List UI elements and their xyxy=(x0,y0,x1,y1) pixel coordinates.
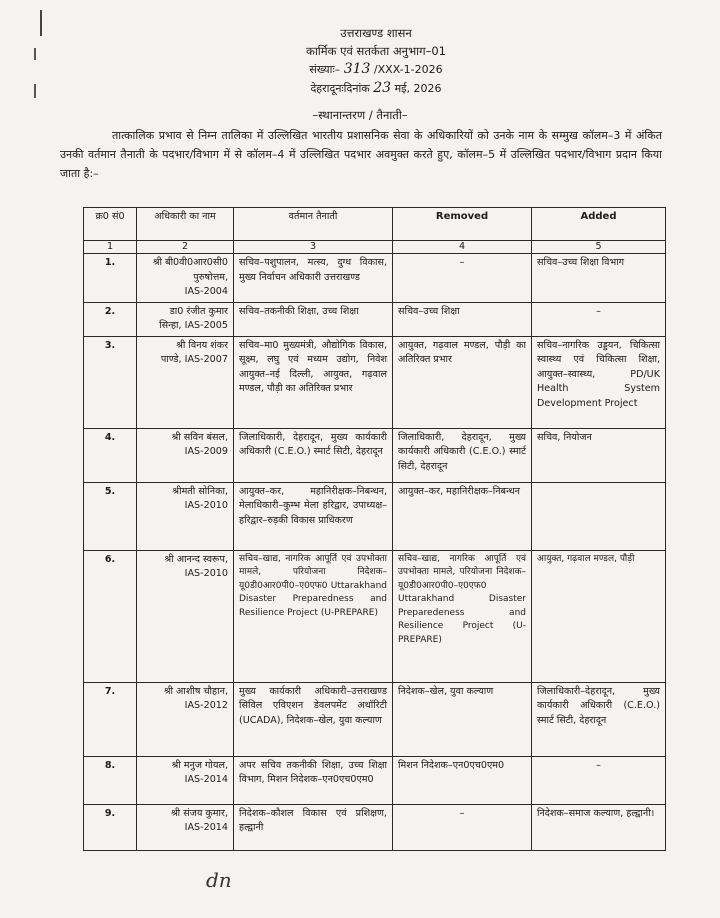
serial-number: 7. xyxy=(84,682,137,756)
table-row xyxy=(84,336,666,428)
serial-number: 6. xyxy=(84,550,137,682)
added-charge: सचिव, नियोजन xyxy=(532,428,666,482)
officer-name xyxy=(137,428,234,482)
document-header xyxy=(276,24,476,98)
government-name: उत्तराखण्ड शासन xyxy=(340,26,412,40)
current-posting: निदेशक–कौशल विकास एवं प्रशिक्षण, हल्द्वानी xyxy=(234,804,393,850)
table-row xyxy=(84,756,666,804)
added-charge: निदेशक–समाज कल्याण, हल्द्वानी। xyxy=(532,804,666,850)
subject-line: –स्थानान्तरण / तैनाती– xyxy=(312,108,408,122)
removed-charge: निदेशक–खेल, युवा कल्याण xyxy=(393,682,532,756)
header-serial: क्र0 सं0 xyxy=(84,208,137,241)
column-number: 4 xyxy=(393,241,532,254)
order-date: देहरादूनःदिनांक 23 मई, 2026 xyxy=(310,80,442,96)
officer-name-line: डा0 रंजीत कुमार xyxy=(169,305,228,317)
header-officer-name: अधिकारी का नाम xyxy=(137,208,234,241)
table-row xyxy=(84,254,666,303)
header-added: Added xyxy=(532,208,666,241)
added-charge xyxy=(532,482,666,550)
officer-name-line: श्री विनय शंकर xyxy=(176,339,228,351)
officer-name xyxy=(137,804,234,850)
column-number: 2 xyxy=(137,241,234,254)
current-posting: सचिव–मा0 मुख्यमंत्री, औद्योगिक विकास, सूक्ष्म, लघु एवं मध्यम उद्योग, निवेश आयुक्त–नई दिल्ली, आयुक्त, गढ़वाल मण्डल, पौड़ी का अतिरिक्त प्रभार xyxy=(234,336,393,428)
removed-charge: आयुक्त–कर, महानिरीक्षक–निबन्धन xyxy=(393,482,532,550)
margin-mark xyxy=(34,48,42,60)
officer-name-line: श्री आनन्द स्वरूप, xyxy=(164,553,228,565)
officer-name-line: IAS-2014 xyxy=(184,774,228,785)
column-number: 1 xyxy=(84,241,137,254)
table-row xyxy=(84,550,666,682)
serial-number: 9. xyxy=(84,804,137,850)
officer-name-line: IAS-2009 xyxy=(184,446,228,457)
current-posting: मुख्य कार्यकारी अधिकारी–उत्तराखण्ड सिविल एविएशन डेवलपमेंट अथॉरिटी (UCADA), निदेशक–खेल, युवा कल्याण xyxy=(234,682,393,756)
officer-name-line: IAS-2014 xyxy=(184,822,228,833)
current-posting: सचिव–तकनीकी शिक्षा, उच्च शिक्षा xyxy=(234,302,393,336)
serial-number: 8. xyxy=(84,756,137,804)
removed-charge: सचिव–खाद्य, नागरिक आपूर्ति एवं उपभोक्ता मामले, परियोजना निदेशक–यू0डी0आर0पी0–ए0एफ0 Uttarakhand Disaster Preparedeness and Resilience Project (U-PREPARE) xyxy=(393,550,532,682)
officer-name-line: श्री बी0वी0आर0सी0 xyxy=(152,257,228,268)
current-posting: जिलाधिकारी, देहरादून, मुख्य कार्यकारी अधिकारी (C.E.O.) स्मार्ट सिटी, देहरादून xyxy=(234,428,393,482)
officer-name-line: पाण्डे, IAS-2007 xyxy=(160,354,228,365)
reference-number: संख्याः– 313 /XXX-1-2026 xyxy=(309,61,443,77)
added-charge: आयुक्त, गढ़वाल मण्डल, पौड़ी xyxy=(532,550,666,682)
officer-name xyxy=(137,482,234,550)
table-header-row xyxy=(84,208,666,241)
officer-name-line: सिन्हा, IAS-2005 xyxy=(159,320,228,331)
department-name: कार्मिक एवं सतर्कता अनुभाग–01 xyxy=(305,44,446,58)
current-posting: सचिव–खाद्य, नागरिक आपूर्ति एवं उपभोक्ता मामले, परियोजना निदेशक–यू0डी0आर0पी0–ए0एफ0 Uttarakhand Disaster Preparedness and Resilience Project (U-PREPARE) xyxy=(234,550,393,682)
table-row xyxy=(84,804,666,850)
officer-name xyxy=(137,756,234,804)
current-posting: आयुक्त–कर, महानिरीक्षक–निबन्धन, मेलाधिकारी–कुम्भ मेला हरिद्वार, उपाध्यक्ष–हरिद्वार–रुड़की विकास प्राधिकरण xyxy=(234,482,393,550)
removed-charge: – xyxy=(393,804,532,850)
serial-number: 3. xyxy=(84,336,137,428)
officer-name xyxy=(137,682,234,756)
added-charge: सचिव–उच्च शिक्षा विभाग xyxy=(532,254,666,303)
added-charge: – xyxy=(532,302,666,336)
margin-mark xyxy=(34,84,42,98)
officer-name-line: IAS-2010 xyxy=(184,568,228,579)
column-number-row xyxy=(84,241,666,254)
margin-mark xyxy=(40,10,52,36)
removed-charge: – xyxy=(393,254,532,303)
removed-charge: जिलाधिकारी, देहरादून, मुख्य कार्यकारी अधिकारी (C.E.O.) स्मार्ट सिटी, देहरादून xyxy=(393,428,532,482)
officer-name xyxy=(137,254,234,303)
header-removed: Removed xyxy=(393,208,532,241)
added-charge: – xyxy=(532,756,666,804)
officer-name-line: श्रीमती सोनिका, xyxy=(172,485,228,497)
table-row xyxy=(84,428,666,482)
transfer-table xyxy=(83,207,666,851)
officer-name-line: श्री आशीष चौहान, xyxy=(163,685,228,697)
officer-name xyxy=(137,302,234,336)
column-number: 5 xyxy=(532,241,666,254)
intro-paragraph: तात्कालिक प्रभाव से निम्न तालिका में उल्लिखित भारतीय प्रशासनिक सेवा के अधिकारियों को उनके नाम के सम्मुख कॉलम–3 में अंकित उनकी वर्तमान तैनाती के पदभार/विभाग में से कॉलम–4 में उल्लिखित पदभार अवमुक्त करते हुए, कॉलम–5 में उल्लिखित पदभार/विभाग प्रदान किया जाता है:– xyxy=(60,129,662,180)
added-charge: सचिव–नागरिक उड्डयन, चिकित्सा स्वास्थ्य एवं चिकित्सा शिक्षा, आयुक्त–स्वास्थ्य, PD/UK Health System Development Project xyxy=(532,336,666,428)
officer-name-line: श्री सविन बंसल, xyxy=(171,431,228,443)
table-row xyxy=(84,682,666,756)
serial-number: 5. xyxy=(84,482,137,550)
initials-signature: dn xyxy=(206,868,232,892)
removed-charge: मिशन निदेशक–एन0एच0एम0 xyxy=(393,756,532,804)
serial-number: 1. xyxy=(84,254,137,303)
removed-charge: सचिव–उच्च शिक्षा xyxy=(393,302,532,336)
officer-name-line: श्री मनुज गोयल, xyxy=(171,759,228,771)
serial-number: 4. xyxy=(84,428,137,482)
officer-name xyxy=(137,550,234,682)
current-posting: अपर सचिव तकनीकी शिक्षा, उच्च शिक्षा विभाग, मिशन निदेशक–एन0एच0एम0 xyxy=(234,756,393,804)
officer-name-line: IAS-2012 xyxy=(184,700,228,711)
officer-name xyxy=(137,336,234,428)
added-charge: जिलाधिकारी–देहरादून, मुख्य कार्यकारी अधिकारी (C.E.O.) स्मार्ट सिटी, देहरादून xyxy=(532,682,666,756)
table-row xyxy=(84,482,666,550)
officer-name-line: पुरुषोत्तम, xyxy=(193,271,228,283)
officer-name-line: श्री संजय कुमार, xyxy=(170,807,228,819)
table-row xyxy=(84,302,666,336)
column-number: 3 xyxy=(234,241,393,254)
officer-name-line: IAS-2010 xyxy=(184,500,228,511)
officer-name-line: IAS-2004 xyxy=(184,286,228,297)
serial-number: 2. xyxy=(84,302,137,336)
header-current-posting: वर्तमान तैनाती xyxy=(234,208,393,241)
removed-charge: आयुक्त, गढ़वाल मण्डल, पौड़ी का अतिरिक्त प्रभार xyxy=(393,336,532,428)
current-posting: सचिव–पशुपालन, मत्स्य, दुग्ध विकास, मुख्य निर्वाचन अधिकारी उत्तराखण्ड xyxy=(234,254,393,303)
